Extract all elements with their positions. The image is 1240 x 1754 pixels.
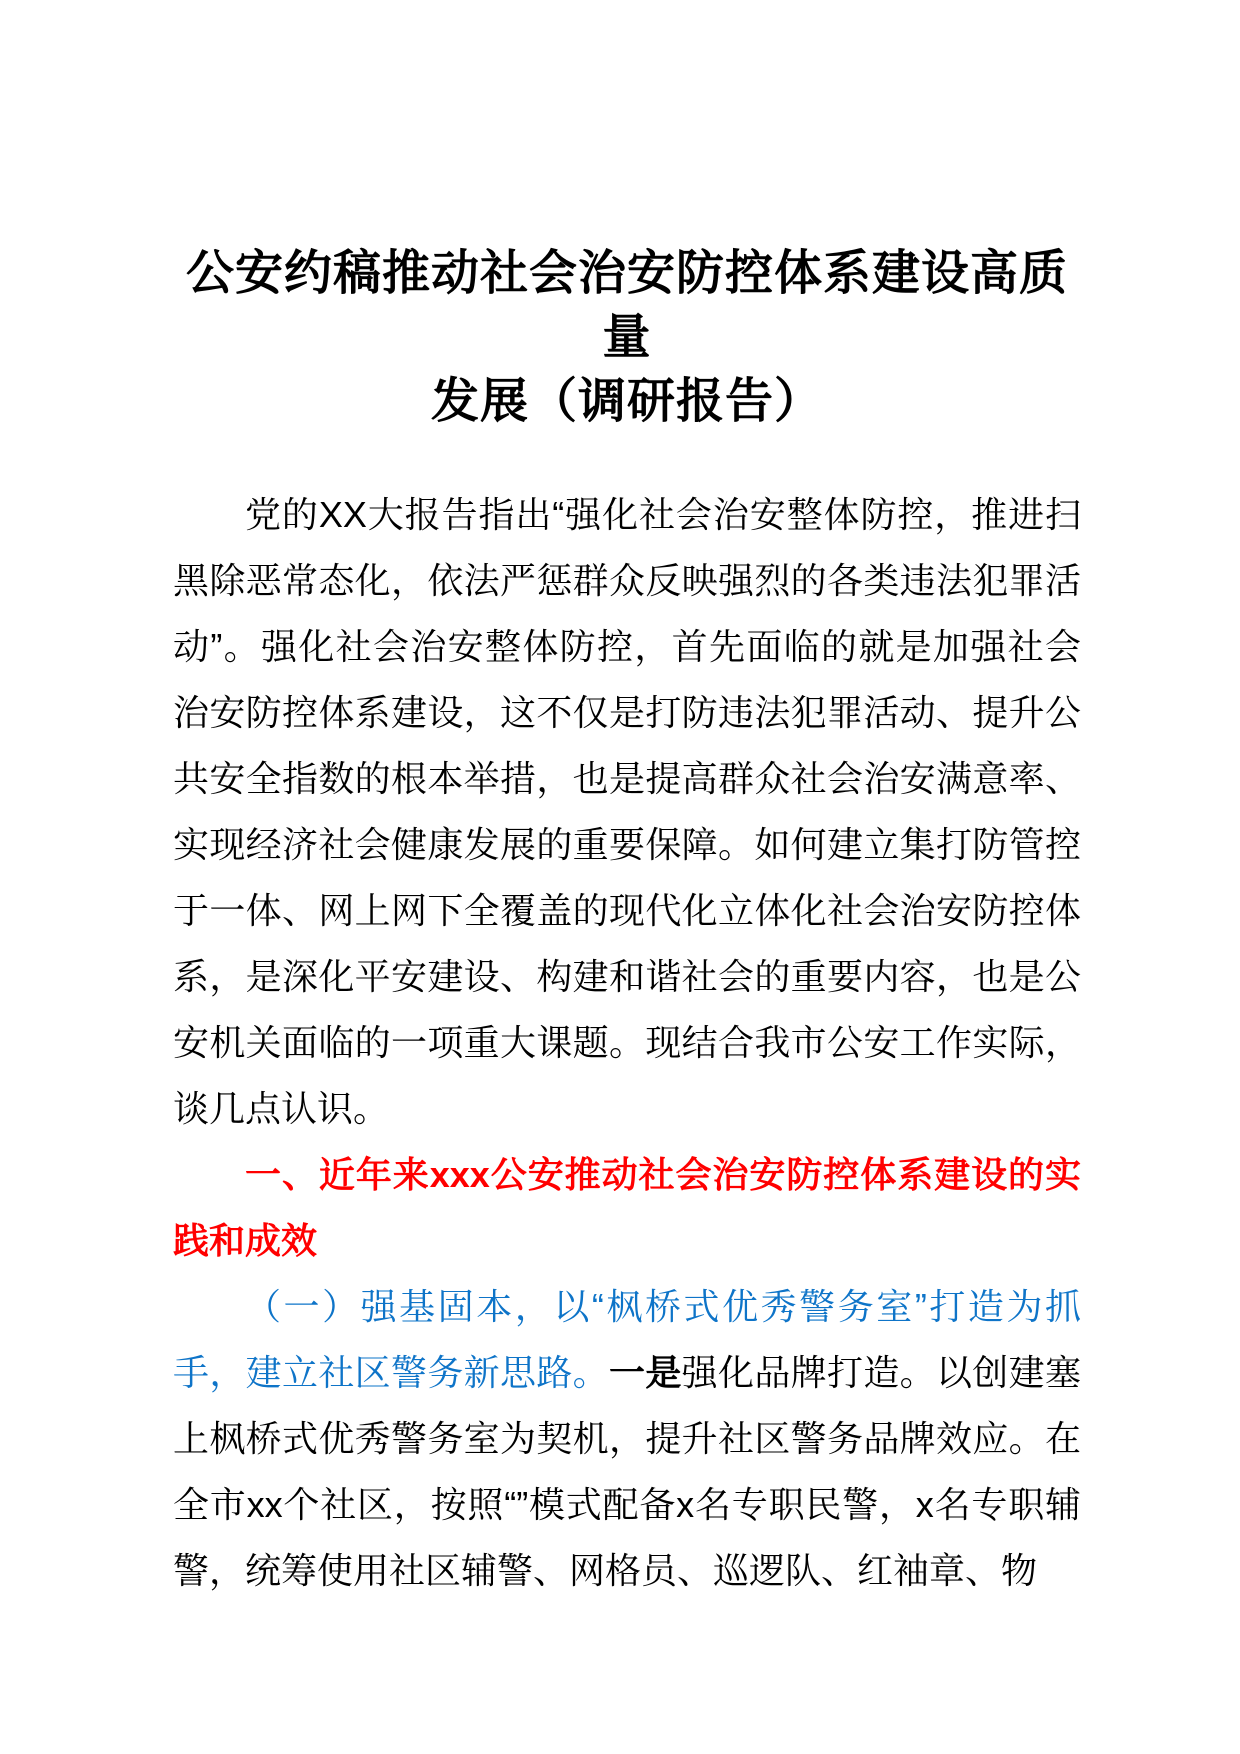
document-title bbox=[173, 242, 1081, 434]
subsection-1-bold-label: 一是 bbox=[608, 1352, 682, 1393]
title-line-2: 发展（调研报告） bbox=[430, 375, 823, 428]
subsection-1-heading-blue: （一）强基固本，以“枫桥式优秀警务室”打造为抓手，建立社区警务新思路。 bbox=[173, 1286, 1081, 1393]
subsection-1-paragraph bbox=[173, 1274, 1081, 1604]
subsection-1-body-text: 强化品牌打造。以创建塞上枫桥式优秀警务室为契机，提升社区警务品牌效应。在全市xx个社区，按照“”模式配备x名专职民警，x名专职辅警，统筹使用社区辅警、网格员、巡逻队、红袖章、物 bbox=[173, 1352, 1081, 1591]
intro-paragraph: 党的XX大报告指出“强化社会治安整体防控，推进扫黑除恶常态化，依法严惩群众反映强烈的各类违法犯罪活动”。强化社会治安整体防控，首先面临的就是加强社会治安防控体系建设，这不仅是打防违法犯罪活动、提升公共安全指数的根本举措，也是提高群众社会治安满意率、实现经济社会健康发展的重要保障。如何建立集打防管控于一体、网上网下全覆盖的现代化立体化社会治安防控体系，是深化平安建设、构建和谐社会的重要内容，也是公安机关面临的一项重大课题。现结合我市公安工作实际，谈几点认识。 bbox=[173, 494, 1081, 1129]
section-1-heading: 一、近年来xxx公安推动社会治安防控体系建设的实践和成效 bbox=[173, 1154, 1081, 1261]
title-line-1: 公安约稿推动社会治安防控体系建设高质量 bbox=[185, 247, 1068, 364]
document-content bbox=[173, 242, 1081, 1604]
